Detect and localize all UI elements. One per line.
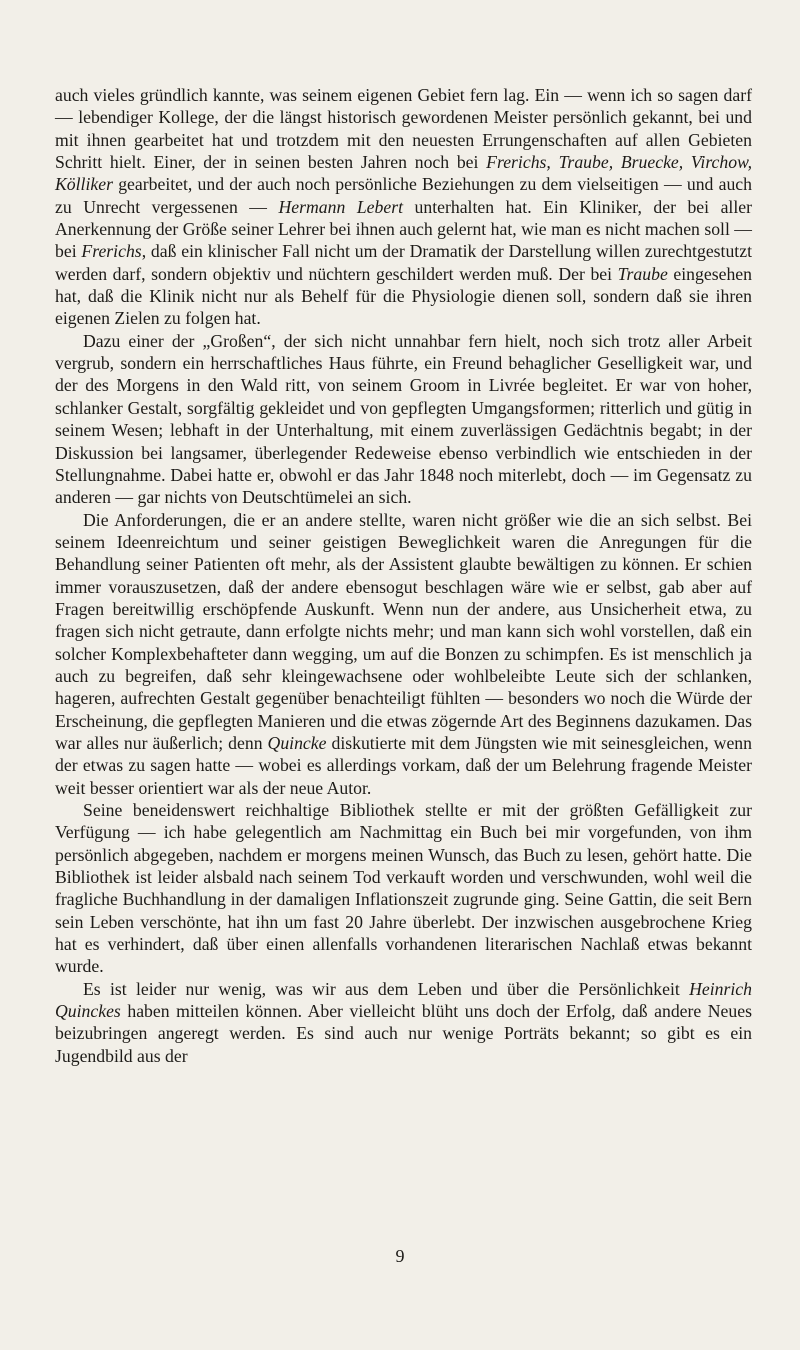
italic-name: Quincke — [267, 732, 327, 753]
paragraph — [55, 84, 752, 330]
text-segment: gearbeitet, und der auch noch persönliche Beziehungen zu dem vielseitigen — und auch zu Unrecht vergessenen — — [55, 174, 752, 217]
text-segment: Es ist leider nur wenig, was wir aus dem Leben und über die Persönlichkeit — [83, 978, 690, 999]
italic-name: Frerichs, Traube, Bruecke, Virchow, Kölliker — [55, 152, 753, 195]
italic-name: Traube — [617, 263, 668, 284]
text-segment: Dazu einer der „Großen“, der sich nicht unnahbar fern hielt, noch sich trotz aller Arbeit vergrub, sondern ein herrschaftliches Haus führte, ein Freund behaglicher Geselligkeit war, und der des Morgens in den Wald ritt, von seinem Groom in Livrée begleitet. Er war von hoher, schlanker Gestalt, sorgfältig gekleidet und von gepflegten Umgangsformen; ritterlich und gütig in seinem Wesen; lebhaft in der Unterhaltung, mit einem zuverlässigen Gedächtnis begabt; in der Diskussion bei langsamer, überlegender Redeweise ebenso verbindlich wie entschieden in der Stellungnahme. Dabei hatte er, obwohl er das Jahr 1848 noch miterlebt, doch — im Gegensatz zu anderen — gar nichts von Deutschtümelei an sich. — [55, 330, 752, 508]
page-number: 9 — [395, 1246, 405, 1266]
text-segment: eingesehen hat, daß die Klinik nicht nur als Behelf für die Physiologie dienen soll, sondern daß sie ihren eigenen Zielen zu folgen hat. — [55, 263, 752, 329]
body-text — [55, 84, 752, 1067]
italic-name: Frerichs — [81, 241, 142, 262]
paragraph — [55, 509, 752, 799]
text-segment: , daß ein klinischer Fall nicht um der Dramatik der Darstellung willen zurechtgestutzt werden darf, sondern objektiv und nüchtern geschildert werden muß. Der bei — [55, 241, 752, 284]
paragraph — [55, 978, 752, 1067]
italic-name: Heinrich Quinckes — [55, 978, 752, 1022]
text-segment: diskutierte mit dem Jüngsten wie mit seinesgleichen, wenn der etwas zu sagen hatte — wobei es allerdings vorkam, daß der um Belehrung fragende Meister weit besser orientiert war als der neue Autor. — [55, 732, 752, 798]
text-segment: unterhalten hat. Ein Kliniker, der bei aller Anerkennung der Größe seiner Lehrer bei ihnen auch gelernt hat, wie man es nicht machen soll — bei — [55, 196, 753, 262]
text-segment: Seine beneidenswert reichhaltige Bibliothek stellte er mit der größten Gefälligkeit zur Verfügung — ich habe gelegentlich am Nachmittag ein Buch bei mir vorgefunden, von ihm persönlich abgegeben, nachdem er morgens meinen Wunsch, das Buch zu lesen, gehört hatte. Die Bibliothek ist leider alsbald nach seinem Tod verkauft worden und verschwunden, wohl weil die fragliche Buchhandlung in der damaligen Inflationszeit zugrunde ging. Seine Gattin, die seit Bern sein Leben verschönte, hat ihn um fast 20 Jahre überlebt. Der inzwischen ausgebrochene Krieg hat es verhindert, daß über einen allenfalls vorhandenen literarischen Nachlaß etwas bekannt wurde. — [55, 800, 752, 977]
text-segment: haben mitteilen können. Aber vielleicht blüht uns doch der Erfolg, daß andere Neues beizubringen angeregt werden. Es sind auch nur wenige Porträts bekannt; so gibt es ein Jugendbild aus der — [55, 1001, 752, 1066]
italic-name: Hermann Lebert — [278, 196, 404, 217]
paragraph — [55, 799, 752, 978]
text-segment: Die Anforderungen, die er an andere stellte, waren nicht größer wie die an sich selbst. Bei seinem Ideenreichtum und seiner geistigen Beweglichkeit waren die Anregungen für die Behandlung seiner Patienten oft mehr, als der Assistent glaubte bewältigen zu können. Er schien immer vorauszusetzen, daß der andere ebensogut beschlagen wäre wie er selbst, gab aber auf Fragen bereitwillig erschöpfende Auskunft. Wenn nun der andere, aus Unsicherheit etwa, zu fragen sich nicht getraute, dann erfolgte nichts mehr; und man kann sich wohl vorstellen, daß ein solcher Komplexbehafteter dann wegging, um auf die Bonzen zu schimpfen. Es ist menschlich ja auch zu begreifen, daß sehr kleingewachsene oder wohlbeleibte Leute sich der schlanken, hageren, aufrechten Gestalt gegenüber benachteiligt fühlten — besonders wo noch die Würde der Erscheinung, die gepflegten Manieren und die etwas zögernde Art des Beginnens dazukamen. Das war alles nur äußerlich; denn — [55, 509, 752, 753]
paragraph — [55, 330, 752, 509]
text-segment: auch vieles gründlich kannte, was seinem eigenen Gebiet fern lag. Ein — wenn ich so sagen darf — lebendiger Kollege, der die längst historisch gewordenen Meister persönlich gekannt, bei und mit ihnen gearbeitet hat und trotzdem mit den neuesten Errungenschaften auf allen Gebieten Schritt hielt. Einer, der in seinen besten Jahren noch bei — [55, 85, 752, 173]
